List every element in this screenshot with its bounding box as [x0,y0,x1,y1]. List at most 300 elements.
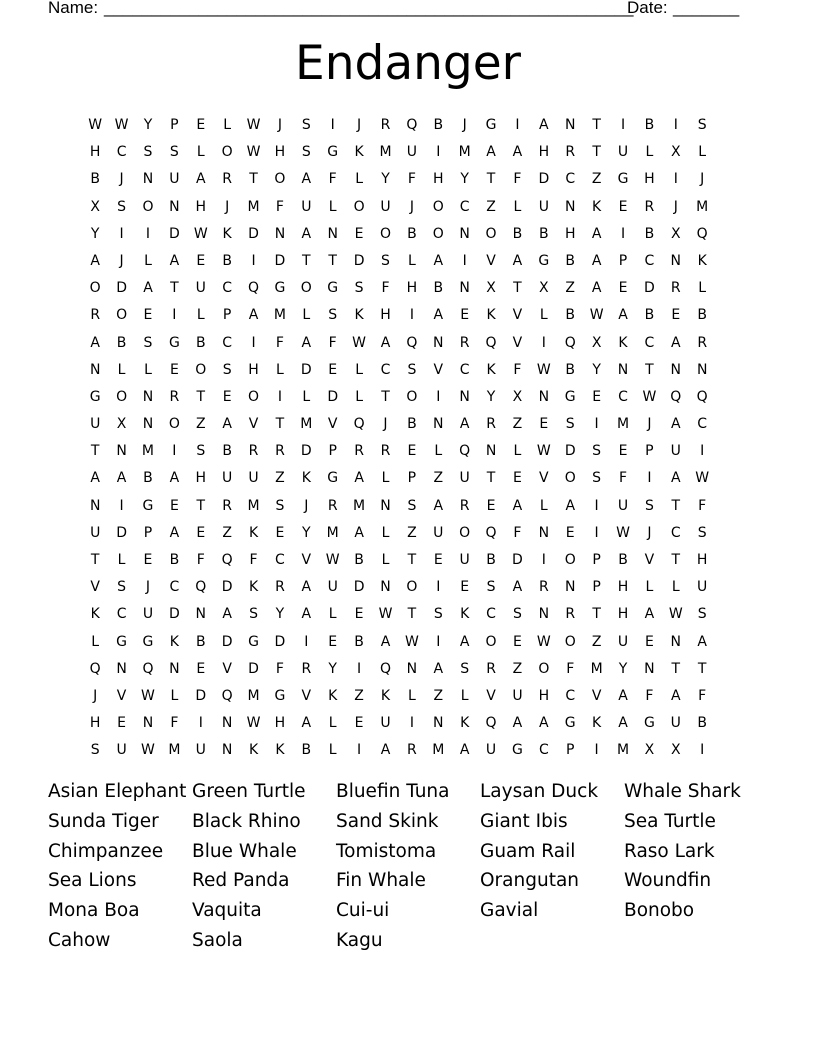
grid-cell: O [274,171,286,188]
grid-cell: A [433,252,444,269]
grid-row [82,357,742,384]
grid-cell: D [274,252,286,269]
grid-cell: X [539,280,549,297]
grid-cell: X [644,742,655,759]
grid-cell: B [169,552,180,568]
grid-cell: L [223,117,232,133]
date-field-line[interactable]: _______ [673,0,740,17]
grid-cell: E [328,361,338,378]
grid-cell: F [645,687,654,704]
grid-cell: M [458,144,471,161]
grid-cell: D [538,171,550,188]
grid-cell: C [222,280,233,297]
grid-cell: L [539,307,548,324]
grid-cell: U [512,687,523,704]
grid-cell: N [169,660,180,677]
grid-cell: U [538,198,549,215]
date-label: Date: [627,0,668,17]
grid-cell: X [670,742,681,759]
grid-cell: F [275,198,284,215]
grid-cell: E [671,307,681,324]
grid-cell: D [168,606,180,623]
grid-cell: F [328,171,337,188]
grid-cell: H [195,470,207,487]
grid-cell: O [221,144,233,161]
grid-cell: T [486,470,496,487]
grid-cell: R [275,443,285,460]
grid-cell: H [538,144,550,161]
grid-cell: V [539,470,549,487]
grid-row [82,547,742,574]
grid-cell: J [647,524,652,541]
grid-cell: W [536,361,551,378]
grid-cell: Q [221,687,233,704]
grid-cell: B [195,633,206,650]
grid-cell: L [539,497,548,514]
grid-cell: T [90,443,100,460]
grid-cell: N [564,579,576,596]
grid-cell: Z [433,687,444,704]
grid-cell: Z [195,416,206,433]
grid-row [82,248,742,275]
grid-cell: H [89,715,101,732]
grid-cell: A [512,144,523,161]
grid-cell: N [564,198,576,215]
grid-cell: S [196,443,206,460]
grid-cell: D [644,280,655,297]
grid-cell: G [116,633,128,650]
grid-cell: T [671,552,681,568]
grid-cell: N [459,388,470,405]
grid-cell: G [89,388,101,405]
grid-cell: L [117,552,126,568]
word-list-item: Raso Lark [624,840,715,862]
grid-cell: O [485,225,497,242]
grid-cell: I [700,742,705,759]
grid-cell: J [119,252,124,269]
grid-cell: B [618,552,628,568]
grid-cell: O [142,198,154,215]
grid-cell: A [354,524,364,541]
grid-cell: F [618,470,628,487]
grid-cell: N [327,225,338,242]
grid-cell: L [196,307,205,324]
word-list-item: Laysan Duck [480,781,599,802]
grid-cell: S [592,443,602,460]
grid-cell: K [354,144,364,161]
word-list-item: Blue Whale [192,840,297,862]
grid-cell: E [117,715,127,732]
grid-row [82,737,742,764]
grid-cell: E [592,388,602,405]
grid-cell: D [221,579,233,596]
grid-cell: N [617,361,629,378]
grid-cell: V [433,361,444,378]
grid-cell: I [673,117,678,133]
grid-cell: G [142,633,154,650]
grid-cell: Y [460,171,469,188]
grid-cell: I [145,225,151,242]
grid-cell: H [248,361,259,378]
grid-cell: F [698,497,707,514]
grid-cell: T [381,388,390,405]
grid-cell: A [459,742,470,759]
grid-cell: A [644,606,655,623]
word-list-item: Sea Lions [48,870,137,892]
grid-cell: L [196,144,205,161]
grid-cell: W [141,742,155,759]
grid-cell: B [222,252,232,269]
grid-row [82,275,742,302]
grid-cell: A [301,579,312,596]
grid-cell: T [196,388,206,405]
grid-cell: U [433,524,444,541]
grid-cell: M [379,144,392,161]
grid-cell: Q [248,280,260,297]
grid-cell: C [644,334,655,351]
name-field-line[interactable]: ________________________________________________________ [104,0,634,17]
grid-cell: A [301,225,312,242]
grid-cell: I [277,388,282,405]
grid-cell: Z [565,280,576,297]
grid-cell: A [222,606,232,623]
grid-cell: H [274,144,286,161]
grid-cell: I [172,443,177,460]
word-list-item: Sand Skink [336,810,439,832]
grid-cell: W [616,524,630,541]
grid-cell: E [222,388,232,405]
grid-cell: V [248,416,259,433]
grid-cell: Y [302,524,311,541]
grid-cell: J [225,198,230,215]
grid-cell: H [195,198,207,215]
grid-cell: E [354,715,364,732]
grid-cell: D [195,687,207,704]
grid-cell: D [353,579,365,596]
grid-cell: B [433,280,444,297]
grid-cell: U [195,280,206,297]
grid-cell: X [90,198,100,215]
grid-cell: A [459,633,470,650]
grid-cell: V [591,687,602,704]
header [48,0,748,20]
grid-cell: A [618,715,628,732]
grid-cell: N [195,606,206,623]
grid-cell: T [486,171,496,188]
grid-cell: R [222,171,233,188]
grid-cell: H [406,280,418,297]
grid-cell: I [647,470,652,487]
grid-cell: N [670,361,682,378]
grid-cell: E [618,443,628,460]
grid-cell: T [302,252,311,269]
grid-cell: Q [221,552,233,568]
grid-cell: I [172,307,177,324]
grid-cell: M [247,198,260,215]
grid-cell: K [90,606,100,623]
grid-cell: M [696,198,709,215]
grid-cell: A [433,497,444,514]
grid-cell: O [564,552,576,568]
grid-cell: C [538,742,549,759]
grid-cell: Q [353,416,365,433]
grid-cell: V [512,307,523,324]
grid-cell: E [407,443,417,460]
grid-cell: G [274,687,286,704]
grid-cell: B [354,552,364,568]
grid-cell: A [671,470,681,487]
grid-cell: S [486,579,496,596]
grid-cell: L [434,443,443,460]
grid-cell: S [460,660,470,677]
grid-cell: G [485,117,497,133]
grid-cell: T [170,280,179,297]
word-list-item: Woundfin [624,870,712,892]
grid-cell: P [328,443,337,460]
word-list-item: Mona Boa [48,900,140,922]
grid-cell: I [198,715,203,732]
grid-cell: R [354,443,364,460]
grid-cell: R [459,334,470,351]
grid-cell: S [301,144,311,161]
grid-cell: T [645,361,654,378]
grid-cell: T [592,144,601,161]
grid-cell: O [89,280,101,297]
grid-cell: H [617,579,629,596]
grid-cell: A [591,252,602,269]
grid-cell: D [564,443,576,460]
grid-cell: E [354,606,364,623]
grid-cell: E [513,470,522,487]
word-list-item: Vaquita [192,900,262,922]
grid-cell: U [670,715,681,732]
word-list-item: Tomistoma [336,840,437,862]
grid-cell: U [301,198,312,215]
grid-row [82,465,742,492]
grid-cell: L [381,470,390,487]
grid-cell: N [459,225,470,242]
grid-cell: T [592,606,601,623]
grid-cell: T [592,117,601,133]
word-list-item: Asian Elephant [48,781,187,802]
grid-cell: I [119,497,124,514]
grid-cell: O [116,307,128,324]
grid-cell: H [89,144,101,161]
grid-cell: U [697,579,708,596]
grid-cell: H [564,225,576,242]
grid-cell: M [616,416,630,433]
grid-cell: M [432,742,445,759]
grid-cell: G [327,144,339,161]
grid-cell: V [486,687,496,704]
grid-cell: Y [328,660,337,677]
grid-cell: D [168,225,180,242]
grid-row [82,493,742,520]
grid-cell: C [222,334,233,351]
grid-cell: R [275,579,285,596]
grid-cell: V [301,552,312,568]
grid-row [82,710,742,737]
grid-cell: M [168,742,181,759]
grid-cell: X [512,388,523,405]
grid-cell: M [300,416,313,433]
grid-cell: A [565,497,576,514]
grid-cell: K [460,606,470,623]
grid-cell: R [380,117,391,133]
grid-cell: T [275,416,285,433]
grid-cell: A [143,280,153,297]
grid-row [82,683,742,710]
grid-cell: K [486,361,496,378]
grid-cell: V [644,552,655,568]
grid-cell: W [246,117,261,133]
grid-cell: H [644,171,655,188]
grid-cell: U [90,524,101,541]
grid-cell: Z [486,198,496,215]
grid-cell: C [486,606,496,623]
grid-cell: N [89,497,101,514]
grid-cell: Z [433,470,444,487]
grid-cell: O [168,416,180,433]
grid-cell: O [248,388,260,405]
grid-cell: G [142,497,154,514]
grid-cell: L [328,715,337,732]
grid-cell: Y [90,225,100,242]
grid-cell: V [327,416,338,433]
grid-cell: V [486,252,496,269]
word-list-item: Guam Rail [480,840,576,862]
grid-cell: B [697,715,707,732]
grid-cell: H [380,307,391,324]
grid-cell: G [248,633,259,650]
grid-cell: L [144,361,152,378]
grid-cell: E [565,524,575,541]
grid-cell: Z [222,524,232,541]
word-list-item: Chimpanzee [48,840,164,862]
grid-cell: C [644,252,655,269]
grid-cell: J [383,416,388,433]
grid-cell: N [644,660,655,677]
grid-cell: E [460,579,470,596]
grid-cell: N [459,280,470,297]
grid-cell: I [436,633,441,650]
grid-cell: R [327,497,338,514]
grid-cell: U [670,443,681,460]
grid-cell: Q [406,334,418,351]
grid-cell: A [618,307,628,324]
grid-cell: X [591,334,602,351]
grid-cell: I [409,715,414,732]
grid-cell: I [620,117,626,133]
grid-cell: S [354,280,364,297]
grid-cell: A [116,470,127,487]
grid-cell: S [169,144,179,161]
word-list-item: Red Panda [192,870,290,892]
grid-cell: N [142,171,154,188]
grid-cell: B [565,252,576,269]
grid-cell: U [485,742,497,759]
grid-cell: R [407,742,417,759]
grid-cell: J [93,687,98,704]
grid-cell: A [354,470,364,487]
grid-cell: U [248,470,259,487]
grid-cell: J [304,497,309,514]
word-list-item: Sea Turtle [624,810,716,832]
grid-cell: D [300,443,312,460]
grid-cell: N [89,361,101,378]
grid-cell: F [407,171,416,188]
grid-cell: Q [142,660,154,677]
grid-cell: I [251,252,256,269]
grid-cell: W [378,606,393,623]
grid-cell: S [143,334,153,351]
grid-cell: A [512,715,523,732]
grid-cell: U [380,198,391,215]
grid-row [82,194,742,221]
grid-cell: E [513,633,522,650]
grid-cell: K [328,687,338,704]
grid-cell: S [143,144,153,161]
grid-cell: E [143,552,153,568]
grid-cell: C [275,552,285,568]
page-title: Endanger [295,36,521,91]
grid-cell: S [565,416,575,433]
grid-cell: K [301,470,311,487]
grid-cell: Q [485,334,497,351]
grid-cell: I [119,225,124,242]
grid-cell: J [462,117,467,133]
grid-cell: V [301,687,312,704]
grid-cell: M [141,443,155,460]
word-list-item: Gavial [480,900,539,922]
grid-cell: H [274,715,286,732]
grid-cell: Q [379,660,391,677]
grid-cell: G [327,280,339,297]
word-list-item: Giant Ibis [480,810,568,832]
grid-cell: G [538,252,550,269]
grid-cell: K [460,715,470,732]
grid-cell: L [328,198,337,215]
grid-cell: A [697,633,707,650]
grid-cell: S [328,307,338,324]
grid-cell: S [697,606,707,623]
word-list-item: Orangutan [480,870,580,892]
grid-cell: K [248,579,259,596]
grid-cell: G [643,715,655,732]
grid-row [82,330,742,357]
grid-cell: R [248,443,259,460]
grid-cell: N [670,633,682,650]
grid-cell: G [168,334,180,351]
grid-cell: N [406,660,418,677]
grid-cell: P [566,742,575,759]
grid-cell: U [169,171,180,188]
name-label: Name: [48,0,99,17]
grid-cell: O [353,198,365,215]
grid-cell: Y [486,388,496,405]
grid-cell: U [195,742,206,759]
grid-cell: A [512,252,523,269]
grid-cell: R [169,388,180,405]
grid-cell: W [325,552,340,568]
grid-row [82,601,742,628]
word-list-item: Kagu [336,930,383,951]
grid-cell: L [144,252,152,269]
grid-cell: A [380,742,391,759]
grid-cell: W [246,715,261,732]
grid-cell: U [617,144,629,161]
grid-cell: L [328,606,337,623]
